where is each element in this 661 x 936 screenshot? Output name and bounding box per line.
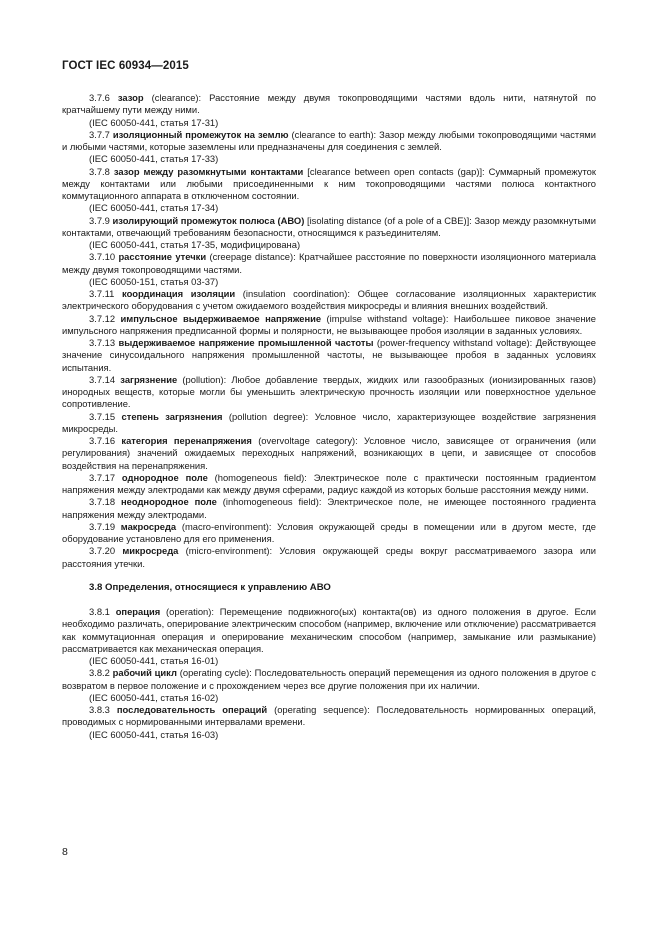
- definition-entry: [62, 545, 596, 570]
- term: микросреда: [122, 545, 179, 557]
- section-heading: 3.8 Определения, относящиеся к управлению АВО: [89, 581, 331, 593]
- clause-number: 3.7.20: [89, 545, 116, 557]
- definition-text: (operating cycle): Последовательность операций перемещения из одного положения в другое с возвратом в первое положение и с прохождением через все другие положения при их наличии.: [62, 667, 596, 691]
- clause-number: 3.7.12: [89, 312, 116, 324]
- definition-text: (overvoltage category): Условное число, зависящее от ограничения (или регулирования) значений ожидаемых переходных напряжений, возникающих в цепи, и зависящее от способов воздействия на перенапряжения.: [62, 435, 596, 471]
- clause-number: 3.7.6: [89, 92, 110, 103]
- definition-entry: [62, 496, 596, 521]
- term: категория перенапряжения: [121, 435, 252, 446]
- clause-number: 3.7.19: [89, 520, 116, 532]
- clause-number: 3.8.1: [89, 606, 110, 617]
- term: зазор между разомкнутыми контактами: [113, 165, 304, 177]
- clause-number: 3.8.3: [89, 704, 110, 715]
- definition-entry: [62, 166, 596, 203]
- clause-number: 3.7.15: [89, 410, 116, 422]
- clause-number: 3.7.7: [89, 128, 110, 140]
- clause-number: 3.7.16: [89, 435, 116, 446]
- document-body: [62, 92, 596, 741]
- definition-entry: [62, 251, 596, 276]
- definition-text: [clearance between open contacts (gap)]: Суммарный промежуток между контактами или любыми присоединенными к ним токопроводящими частями полюса контактного коммутационного аппарата в отключенном состоянии.: [62, 165, 596, 201]
- definition-text: (impulse withstand voltage): Наибольшее пиковое значение импульсного напряжения предписанной формы и полярности, не вызывающее пробоя изоляции в заданных условиях.: [62, 312, 596, 336]
- source-reference: (IEC 60050-441, статья 17-31): [89, 116, 219, 128]
- definition-entry: [62, 704, 596, 729]
- source-reference: (IEC 60050-441, статья 17-33): [89, 153, 219, 165]
- source-reference: (IEC 60050-151, статья 03-37): [89, 275, 219, 287]
- definition-entry: [62, 129, 596, 154]
- definition-entry: [62, 667, 596, 692]
- clause-number: 3.7.8: [89, 165, 110, 177]
- definition-text: (homogeneous field): Электрическое поле с практически постоянным градиентом напряжения между электродами как между двумя сферами, радиус каждой из которых больше расстояния между ними.: [62, 471, 596, 495]
- term: операция: [115, 606, 161, 617]
- source-reference: (IEC 60050-441, статья 16-03): [89, 728, 219, 740]
- definition-entry: [62, 288, 596, 313]
- clause-number: 3.7.18: [89, 496, 116, 508]
- term: загрязнение: [120, 373, 178, 385]
- definition-text: (clearance to earth): Зазор между любыми токопроводящими частями и любыми частями, которые заземлены или предназначены для соединения с землей.: [62, 128, 596, 152]
- clause-number: 3.7.14: [89, 373, 116, 385]
- source-reference: (IEC 60050-441, статья 17-35, модифицирована): [89, 239, 301, 250]
- definition-text: (creepage distance): Кратчайшее расстояние по поверхности изоляционного материала между двумя токопроводящими частями.: [62, 251, 597, 275]
- term: последовательность операций: [116, 704, 268, 715]
- source-reference: (IEC 60050-441, статья 16-01): [89, 655, 219, 666]
- clause-number: 3.7.10: [89, 251, 116, 263]
- definition-text: (inhomogeneous field): Электрическое поле, не имеющее постоянного градиента напряжения между электродами.: [62, 496, 596, 520]
- definition-entry: [62, 337, 596, 374]
- definitions-3-8: [62, 606, 596, 741]
- definition-entry: [62, 606, 596, 655]
- term: неоднородное поле: [121, 496, 217, 508]
- clause-number: 3.7.13: [89, 337, 116, 348]
- definition-entry: [62, 435, 596, 472]
- term: зазор: [117, 92, 144, 103]
- definition-text: (macro-environment): Условия окружающей среды в помещении или в другом месте, где оборудование установлено для его применения.: [62, 520, 596, 544]
- clause-number: 3.8.2: [89, 667, 110, 679]
- definition-entry: [62, 472, 596, 497]
- term: макросреда: [120, 520, 177, 532]
- source-reference: (IEC 60050-441, статья 17-34): [89, 202, 219, 214]
- definition-entry: [62, 313, 596, 338]
- term: расстояние утечки: [118, 251, 207, 263]
- clause-number: 3.7.11: [89, 288, 115, 299]
- definition-entry: [62, 411, 596, 436]
- clause-number: 3.7.17: [89, 471, 116, 483]
- definition-text: (operation): Перемещение подвижного(ых) контакта(ов) из одного положения в другое. Если необходимо различать, оперирование электрическим способом (например, включение или отключение) рассматривается как коммутационная операция и оперирование механическим способом (например, замыкание или размыкание) рассматривается как механическая операция.: [62, 606, 597, 654]
- definition-entry: [62, 92, 596, 117]
- source-reference: (IEC 60050-441, статья 16-02): [89, 691, 219, 703]
- term: однородное поле: [121, 471, 208, 483]
- term: координация изоляции: [122, 288, 236, 299]
- page-number: 8: [62, 846, 68, 858]
- definition-text: (micro-environment): Условия окружающей среды вокруг рассматриваемого зазора или расстояния утечки.: [62, 545, 597, 569]
- term: импульсное выдерживаемое напряжение: [120, 312, 322, 324]
- definition-text: (pollution): Любое добавление твердых, жидких или газообразных (ионизированных газов) инородных веществ, которые могли бы уменьшить электрическую прочность изоляции или поверхностное удельное сопротивление.: [62, 373, 596, 410]
- definition-entry: [62, 215, 596, 240]
- clause-number: 3.7.9: [89, 214, 110, 226]
- document-header: ГОСТ IEC 60934—2015: [62, 60, 189, 72]
- term: степень загрязнения: [121, 410, 223, 422]
- term: изолирующий промежуток полюса (АВО): [112, 214, 305, 226]
- definition-text: (clearance): Расстояние между двумя токопроводящими частями вдоль нити, натянутой по кратчайшему пути между ними.: [62, 92, 596, 116]
- definition-text: (power-frequency withstand voltage): Действующее значение синусоидального напряжения промышленной частоты, не вызывающее пробоя в заданных условиях испытания.: [62, 337, 596, 373]
- definition-text: (operating sequence): Последовательность нормированных операций, проводимых с нормированными интервалами времени.: [62, 704, 597, 728]
- definitions-3-7: [62, 92, 596, 570]
- term: рабочий цикл: [112, 667, 177, 679]
- definition-text: (insulation coordination): Общее согласование изоляционных характеристик электрического оборудования с учетом ожидаемого воздействия микросреды и влияния внешних воздействий.: [62, 288, 596, 312]
- definition-text: (pollution degree): Условное число, характеризующее воздействие загрязнения микросреды.: [62, 410, 596, 434]
- definition-entry: [62, 521, 596, 546]
- term: выдерживаемое напряжение промышленной частоты: [118, 337, 374, 348]
- term: изоляционный промежуток на землю: [112, 128, 289, 140]
- definition-text: [isolating distance (of a pole of a CBE)]: Зазор между разомкнутыми контактами, отвечающий требованиям безопасности, относящимся к разъединителям.: [62, 214, 596, 238]
- definition-entry: [62, 374, 596, 411]
